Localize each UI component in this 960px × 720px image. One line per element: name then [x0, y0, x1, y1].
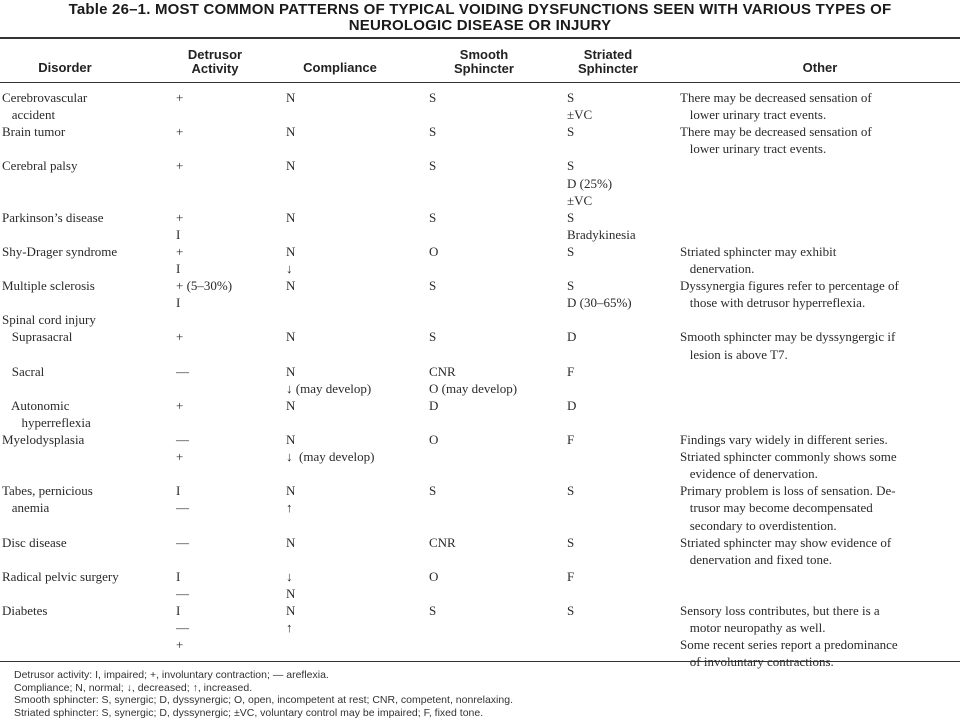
cell-other: Striated sphincter commonly shows some: [680, 449, 897, 465]
cell-disorder: Cerebrovascular: [2, 90, 88, 105]
cell-striated: S: [567, 534, 575, 550]
cell-compliance: N: [286, 158, 296, 174]
cell-disorder: Radical pelvic surgery: [2, 568, 119, 584]
header-striated: [560, 48, 656, 76]
cell-smooth: S: [429, 483, 437, 499]
cell-compliance: ↑: [286, 500, 293, 516]
cell-compliance: N: [286, 124, 296, 140]
cell-compliance: N: [286, 483, 296, 499]
cell-other: Smooth sphincter may be dyssyngergic if: [680, 329, 896, 345]
cell-disorder: Disc disease: [2, 534, 67, 550]
cell-other: lesion is above T7.: [680, 346, 788, 362]
cell-disorder: hyperreflexia: [2, 414, 91, 430]
cell-smooth: CNR: [429, 534, 456, 550]
cell-striated: S: [567, 90, 575, 105]
cell-disorder: Sacral: [2, 363, 45, 379]
table-title: [0, 2, 960, 34]
cell-striated: F: [567, 363, 575, 379]
footnote-smooth: Smooth sphincter: S, synergic; D, dyssynergic; O, open, incompetent at rest; CNR, competent, nonrelaxing.: [14, 694, 513, 706]
cell-compliance: ↓ (may develop): [286, 380, 372, 396]
cell-detrusor: +: [176, 397, 184, 413]
header-detrusor-line1: Detrusor: [187, 47, 243, 62]
cell-disorder: Shy-Drager syndrome: [2, 243, 118, 259]
cell-smooth: S: [429, 90, 437, 105]
cell-striated: S: [567, 243, 575, 259]
cell-detrusor: I: [176, 483, 181, 499]
cell-other: motor neuropathy as well.: [680, 620, 826, 636]
table-footnotes: [14, 669, 944, 719]
cell-detrusor: +: [176, 637, 184, 653]
cell-striated: S: [567, 603, 575, 618]
cell-detrusor: +: [176, 329, 184, 345]
cell-compliance: N: [286, 209, 296, 225]
cell-detrusor: I: [176, 603, 181, 618]
title-line-1: Table 26–1. MOST COMMON PATTERNS OF TYPICAL VOIDING DYSFUNCTIONS SEEN WITH VARIOUS TYPES OF: [68, 1, 892, 18]
header-smooth-line1: Smooth: [459, 47, 509, 62]
cell-other: Striated sphincter may exhibit: [680, 243, 837, 259]
cell-compliance: N: [286, 363, 296, 379]
cell-detrusor: +: [176, 209, 184, 225]
header-disorder: Disorder: [38, 60, 92, 75]
cell-disorder: Autonomic: [2, 397, 70, 413]
cell-striated: S: [567, 124, 575, 140]
cell-detrusor: +: [176, 449, 184, 465]
cell-compliance: N: [286, 90, 296, 105]
header-smooth: [436, 48, 532, 76]
cell-other: evidence of denervation.: [680, 466, 818, 482]
cell-disorder: Suprasacral: [2, 329, 73, 345]
cell-detrusor: +: [176, 243, 184, 259]
cell-smooth: S: [429, 278, 437, 294]
cell-disorder: accident: [2, 107, 56, 123]
cell-detrusor: —: [176, 500, 189, 516]
cell-striated: ±VC: [567, 107, 593, 123]
cell-smooth: O (may develop): [429, 380, 518, 396]
header-striated-line2: Sphincter: [578, 61, 638, 76]
cell-striated: Bradykinesia: [567, 226, 636, 242]
cell-detrusor: —: [176, 620, 189, 636]
cell-disorder: Multiple sclerosis: [2, 278, 95, 294]
cell-detrusor: I: [176, 226, 181, 242]
cell-detrusor: I: [176, 568, 181, 584]
cell-other: There may be decreased sensation of: [680, 90, 872, 105]
cell-detrusor: +: [176, 124, 184, 140]
cell-compliance: ↓ (may develop): [286, 449, 375, 465]
cell-compliance: ↓: [286, 568, 293, 584]
header-striated-line1: Striated: [583, 47, 633, 62]
cell-striated: F: [567, 432, 575, 447]
cell-striated: ±VC: [567, 192, 593, 208]
header-detrusor-line2: Activity: [191, 61, 239, 76]
footnote-detrusor: Detrusor activity: I, impaired; +, involuntary contraction; — areflexia.: [14, 669, 329, 681]
cell-compliance: N: [286, 585, 296, 601]
cell-detrusor: —: [176, 432, 189, 447]
footnote-striated: Striated sphincter: S, synergic; D, dyssynergic; ±VC, voluntary control may be impaired; F, fixed tone.: [14, 706, 484, 719]
cell-other: lower urinary tract events.: [680, 107, 827, 123]
title-line-2: NEUROLOGIC DISEASE OR INJURY: [348, 17, 612, 34]
cell-other: Striated sphincter may show evidence of: [680, 534, 892, 550]
cell-detrusor: I: [176, 295, 181, 311]
header-compliance: Compliance: [303, 60, 377, 75]
cell-striated: D: [567, 329, 577, 345]
cell-other: lower urinary tract events.: [680, 141, 827, 157]
header-smooth-line2: Sphincter: [454, 61, 514, 76]
cell-smooth: O: [429, 432, 439, 447]
cell-smooth: D: [429, 397, 439, 413]
cell-smooth: S: [429, 603, 437, 618]
header-other: Other: [802, 60, 838, 75]
header-detrusor: [170, 48, 260, 76]
cell-detrusor: I: [176, 261, 181, 276]
cell-smooth: O: [429, 568, 439, 584]
cell-other: Findings vary widely in different series.: [680, 432, 888, 447]
cell-other: those with detrusor hyperreflexia.: [680, 295, 866, 311]
cell-disorder: Myelodysplasia: [2, 432, 85, 447]
cell-other: trusor may become decompensated: [680, 500, 873, 516]
cell-striated: D: [567, 397, 577, 413]
cell-compliance: N: [286, 278, 296, 294]
cell-detrusor: + (5–30%): [176, 278, 233, 294]
cell-smooth: S: [429, 158, 437, 174]
cell-striated: S: [567, 209, 575, 225]
cell-disorder: Brain tumor: [2, 124, 66, 140]
cell-striated: S: [567, 483, 575, 499]
cell-compliance: N: [286, 397, 296, 413]
cell-compliance: N: [286, 534, 296, 550]
cell-compliance: N: [286, 603, 296, 618]
cell-compliance: N: [286, 432, 296, 447]
cell-striated: D (30–65%): [567, 295, 632, 311]
cell-compliance: N: [286, 329, 296, 345]
cell-detrusor: —: [176, 363, 189, 379]
cell-other: secondary to overdistention.: [680, 517, 837, 533]
cell-detrusor: +: [176, 90, 184, 105]
cell-detrusor: +: [176, 158, 184, 174]
cell-disorder: Spinal cord injury: [2, 312, 96, 328]
cell-compliance: N: [286, 243, 296, 259]
cell-detrusor: —: [176, 534, 189, 550]
cell-other: Some recent series report a predominance: [680, 637, 898, 653]
cell-striated: D (25%): [567, 175, 613, 191]
header-rule: [0, 82, 960, 83]
top-rule: [0, 37, 960, 39]
cell-detrusor: —: [176, 585, 189, 601]
cell-disorder: anemia: [2, 500, 50, 516]
cell-striated: S: [567, 278, 575, 294]
cell-other: denervation.: [680, 261, 755, 276]
cell-other: Sensory loss contributes, but there is a: [680, 603, 880, 618]
cell-smooth: CNR: [429, 363, 456, 379]
cell-disorder: Tabes, pernicious: [2, 483, 93, 499]
footnote-compliance: Compliance; N, normal; ↓, decreased; ↑, increased.: [14, 681, 253, 694]
cell-smooth: S: [429, 124, 437, 140]
cell-smooth: S: [429, 209, 437, 225]
cell-disorder: Diabetes: [2, 603, 48, 618]
cell-smooth: O: [429, 243, 439, 259]
cell-striated: F: [567, 568, 575, 584]
cell-other: denervation and fixed tone.: [680, 551, 832, 567]
cell-compliance: ↓: [286, 261, 293, 276]
cell-striated: S: [567, 158, 575, 174]
cell-smooth: S: [429, 329, 437, 345]
cell-other: Primary problem is loss of sensation. De-: [680, 483, 896, 499]
cell-other: Dyssynergia figures refer to percentage of: [680, 278, 899, 294]
cell-other: of involuntary contractions.: [680, 654, 834, 670]
cell-compliance: ↑: [286, 620, 293, 636]
cell-disorder: Parkinson’s disease: [2, 209, 104, 225]
cell-other: There may be decreased sensation of: [680, 124, 872, 140]
cell-disorder: Cerebral palsy: [2, 158, 78, 174]
footer-rule: [0, 661, 960, 662]
